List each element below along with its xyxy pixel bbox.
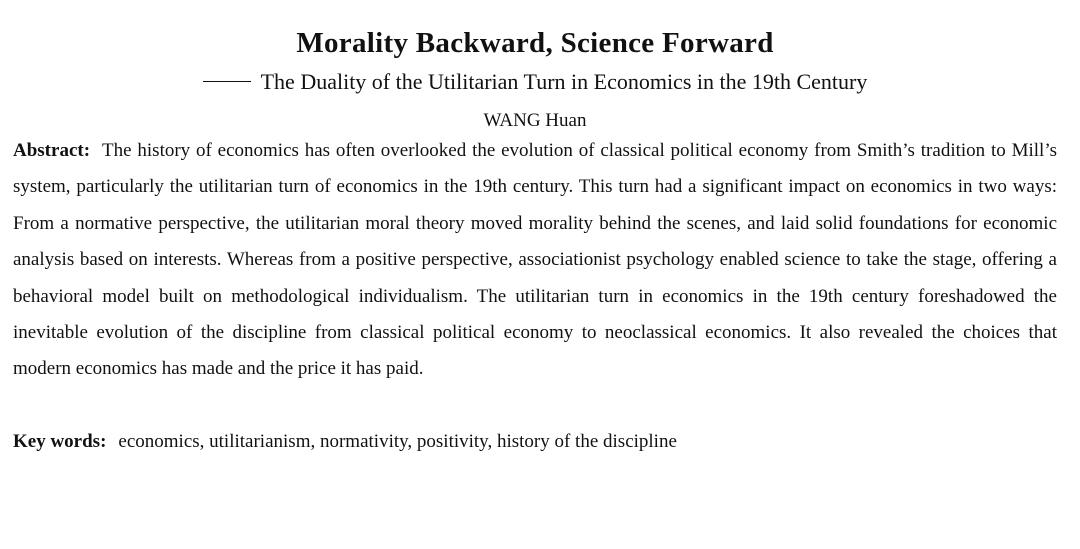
paper-title: Morality Backward, Science Forward <box>296 27 774 59</box>
abstract-text: The history of economics has often overlooked the evolution of classical political economy from Smith’s tradition to Mill’s system, particularly the utilitarian turn of economics in the 19th century. This turn had a significant impact on economics in two ways: From a normative perspective, the utilitarian moral theory moved morality behind the scenes, and laid solid foundations for economic analysis based on interests. Whereas from a positive perspective, associationist psychology enabled science to take the stage, offering a behavioral model built on methodological individualism. The utilitarian turn in economics in the 19th century foreshadowed the inevitable evolution of the discipline from classical political economy to neoclassical economics. It also revealed the choices that modern economics has made and the price it has paid. <box>13 140 1057 380</box>
keywords-label: Key words: <box>13 430 107 452</box>
subtitle-dash <box>203 81 251 82</box>
abstract-label: Abstract: <box>13 140 91 161</box>
paper-subtitle: The Duality of the Utilitarian Turn in Economics in the 19th Century <box>260 69 868 94</box>
paper-author: WANG Huan <box>483 110 587 131</box>
keywords-section <box>13 428 1057 456</box>
paper-subtitle-line <box>13 68 1057 96</box>
paper-page <box>13 0 1057 456</box>
abstract-section <box>13 133 1057 388</box>
keywords-text: economics, utilitarianism, normativity, positivity, history of the discipline <box>118 430 677 452</box>
